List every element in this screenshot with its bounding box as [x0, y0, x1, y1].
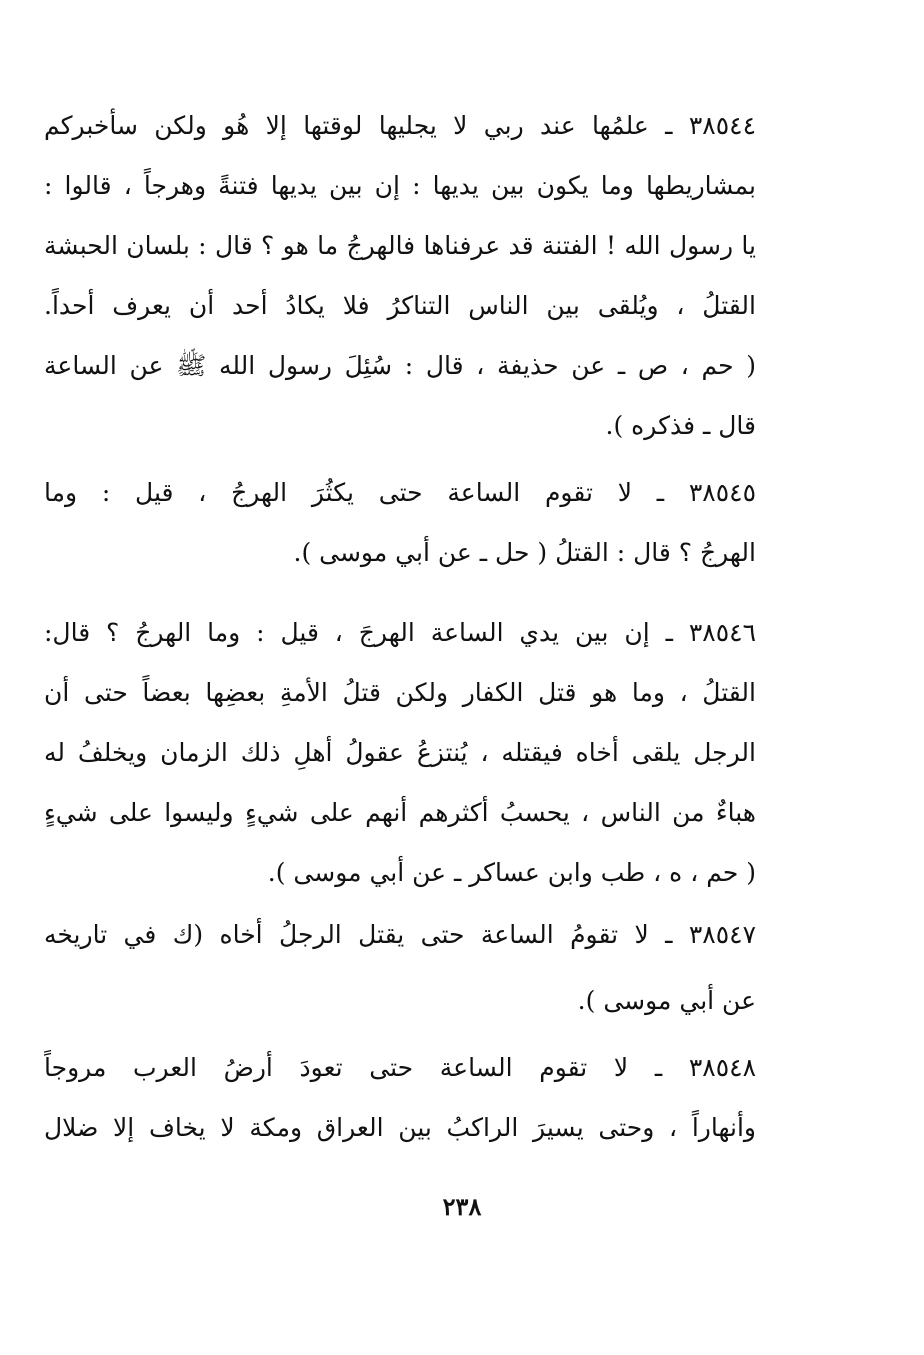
text-line: بمشاريطها وما يكون بين يديها : إن بين يديها فتنةً وهرجاً ، قالوا : — [44, 171, 756, 200]
text-line: ٣٨٥٤٧ ـ لا تقومُ الساعة حتى يقتل الرجلُ أخاه (ك في تاريخه — [44, 920, 756, 949]
text-line: القتلُ ، وما هو قتل الكفار ولكن قتلُ الأمةِ بعضِها بعضاً حتى أن — [44, 678, 756, 707]
text-line: ( حم ، ص ـ عن حذيفة ، قال : سُئِلَ رسول الله ﷺ عن الساعة — [44, 351, 756, 380]
text-line: الرجل يلقى أخاه فيقتله ، يُنتزعُ عقولُ أهلِ ذلك الزمان ويخلفُ له — [44, 738, 756, 767]
hadith-38548 — [44, 1038, 756, 1158]
text-line: ( حم ، ه ، طب وابن عساكر ـ عن أبي موسى ). — [267, 858, 756, 887]
text-line: الهرجُ ؟ قال : القتلُ ( حل ـ عن أبي موسى ). — [293, 538, 756, 567]
text-line: ٣٨٥٤٦ ـ إن بين يدي الساعة الهرجَ ، قيل : وما الهرجُ ؟ قال: — [44, 618, 756, 647]
text-line: عن أبي موسى ). — [577, 986, 756, 1015]
page-number: ٢٣٨ — [442, 1192, 482, 1221]
text-line: يا رسول الله ! الفتنة قد عرفناها فالهرجُ ما هو ؟ قال : بلسان الحبشة — [44, 231, 756, 260]
text-line: ٣٨٥٤٥ ـ لا تقوم الساعة حتى يكثُرَ الهرجُ ، قيل : وما — [44, 478, 756, 507]
text-line: ٣٨٥٤٤ ـ علمُها عند ربي لا يجليها لوقتها إلا هُو ولكن سأخبركم — [44, 111, 756, 140]
hadith-38545 — [44, 463, 756, 583]
text-line: وأنهاراً ، وحتى يسيرَ الراكبُ بين العراق ومكة لا يخاف إلا ضلال — [44, 1113, 756, 1142]
hadith-38544 — [44, 96, 756, 456]
hadith-38547 — [44, 905, 756, 1025]
hadith-38546 — [44, 603, 756, 903]
text-line: القتلُ ، ويُلقى بين الناس التناكرُ فلا يكادُ أحد أن يعرف أحداً. — [44, 291, 756, 320]
text-line: قال ـ فذكره ). — [605, 411, 756, 440]
text-line: ٣٨٥٤٨ ـ لا تقوم الساعة حتى تعودَ أرضُ العرب مروجاً — [44, 1053, 756, 1082]
text-line: هباءٌ من الناس ، يحسبُ أكثرهم أنهم على شيءٍ وليسوا على شيءٍ — [44, 798, 756, 827]
